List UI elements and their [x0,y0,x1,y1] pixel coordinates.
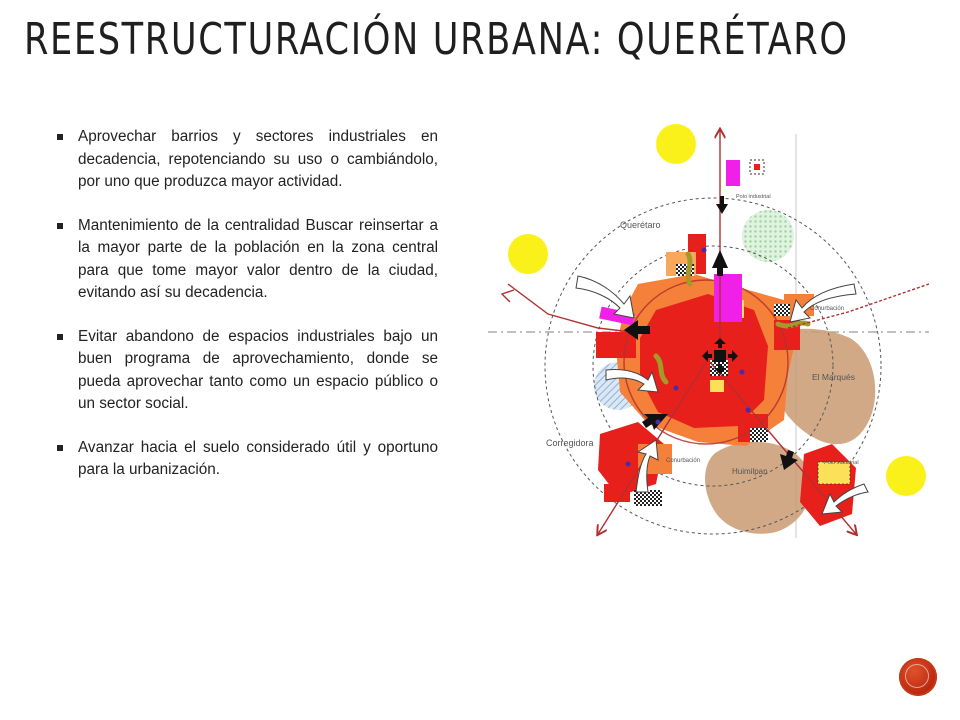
label-polo-industrial: Polo industrial [736,194,771,200]
olive-corridor [688,254,690,284]
purple-dot [702,248,707,253]
label-huimilpan: Huimilpan [732,467,768,476]
bullet-list [56,126,438,503]
industrial-block [774,304,790,316]
center-square [714,350,726,362]
label-conurbacion: Conurbación [666,458,701,464]
bullet-item [56,437,438,482]
purple-dot [674,386,679,391]
urban-block [596,332,636,358]
bullet-text: Evitar abandono de espacios industriales bajo un buen programa de aprovechamiento, donde se pueda aprovechar tanto como un espacio público o un sector social. [78,327,438,412]
bullet-item [56,326,438,416]
emblem-icon [899,658,937,696]
label-conurbacion: Conurbación [810,306,845,312]
magenta-block [726,160,740,186]
bullet-square-icon [57,223,63,229]
bullet-square-icon [57,134,63,140]
industrial-block [750,428,768,442]
bullet-text: Aprovechar barrios y sectores industriales en decadencia, repotenciando su uso o cambiándolo, por uno que produzca mayor actividad. [78,128,438,190]
bullet-square-icon [57,334,63,340]
purple-dot [746,408,751,413]
purple-dot [626,462,631,467]
yellow-zone [508,234,548,274]
yellow-zone [886,456,926,496]
bullet-item [56,215,438,305]
green-zone [742,210,794,262]
magenta-block [714,274,742,322]
label-corregidora: Corregidora [546,438,594,448]
bullet-square-icon [57,445,63,451]
purple-dot [656,420,661,425]
marker-square [754,164,760,170]
label-queretaro: Querétaro [620,220,661,230]
urban-block [604,484,630,502]
bullet-item [56,126,438,194]
bullet-text: Avanzar hacia el suelo considerado útil y oportuno para la urbanización. [78,438,438,478]
urban-block [710,380,724,392]
bullet-text: Mantenimiento de la centralidad Buscar reinsertar a la mayor parte de la población en la zona central para que tome mayor valor dentro de la ciudad, evitando así su decadencia. [78,216,438,301]
purple-dot [740,370,745,375]
label-el-marques: El Marqués [812,372,855,382]
urban-restructuring-map [488,124,929,538]
yellow-zone [656,124,696,164]
page-title: REESTRUCTURACIÓN URBANA: QUERÉTARO [24,14,849,65]
label-polo-industrial: Polo industrial [824,460,859,466]
